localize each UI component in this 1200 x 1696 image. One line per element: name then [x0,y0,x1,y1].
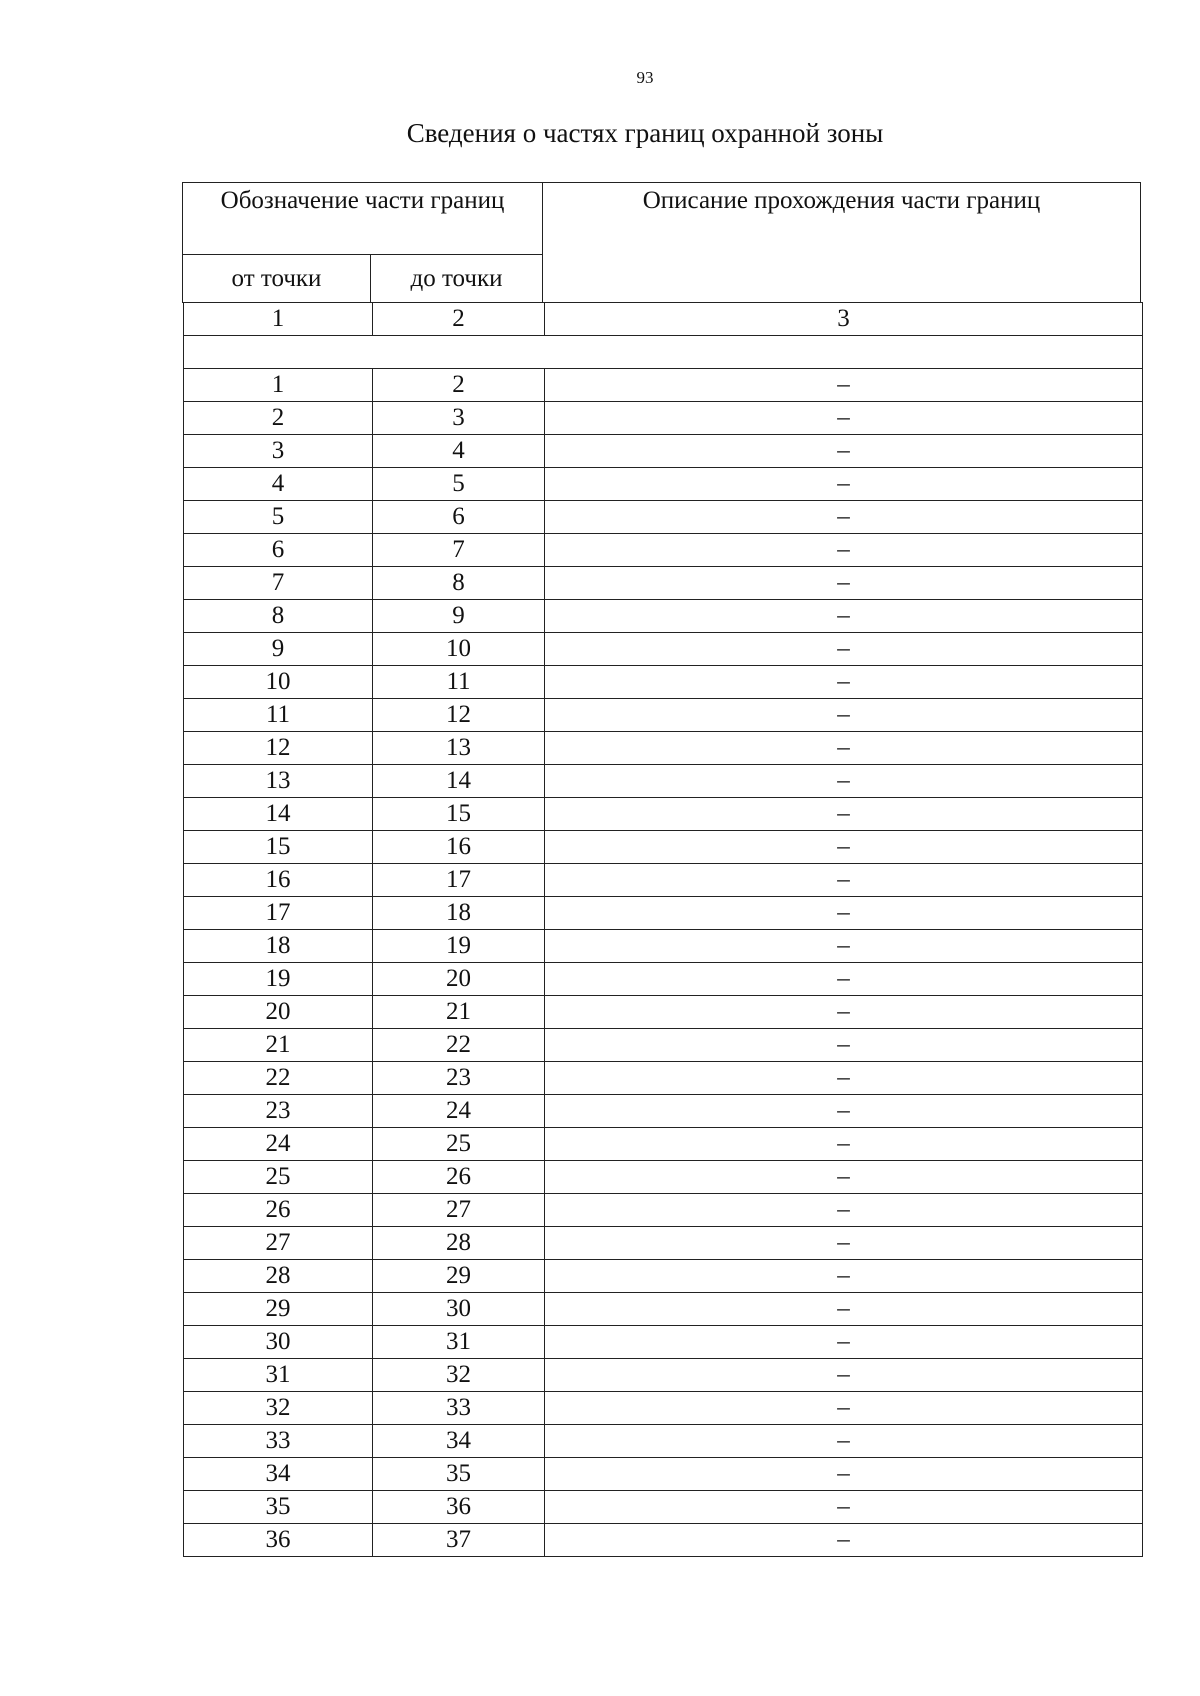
to-point-cell: 33 [373,1392,545,1425]
from-point-cell: 15 [184,831,373,864]
document-title: Сведения о частях границ охранной зоны [406,118,884,148]
from-point-cell: 23 [184,1095,373,1128]
description-cell: – [545,996,1143,1029]
table-row [184,996,1143,1029]
description-cell: – [545,1062,1143,1095]
from-point-cell: 34 [184,1458,373,1491]
description-cell: – [545,1260,1143,1293]
to-point-cell: 13 [373,732,545,765]
table-row [184,1095,1143,1128]
table-row [184,1524,1143,1557]
table-row [184,1194,1143,1227]
boundary-designation-header: Обозначение части границ [183,183,543,255]
to-point-cell: 4 [373,435,545,468]
from-point-cell: 2 [184,402,373,435]
to-point-cell: 25 [373,1128,545,1161]
description-cell: – [545,1359,1143,1392]
from-point-cell: 5 [184,501,373,534]
to-point-cell: 32 [373,1359,545,1392]
page-number: 93 [636,68,654,87]
table-row [184,1161,1143,1194]
from-point-cell: 4 [184,468,373,501]
to-point-cell: 10 [373,633,545,666]
from-point-cell: 10 [184,666,373,699]
table-row [184,468,1143,501]
description-cell: – [545,864,1143,897]
table-row [184,1260,1143,1293]
from-point-cell: 27 [184,1227,373,1260]
table-row [184,435,1143,468]
to-point-cell: 22 [373,1029,545,1062]
column-number: 2 [373,303,545,336]
description-cell: – [545,369,1143,402]
to-point-cell: 29 [373,1260,545,1293]
description-cell: – [545,501,1143,534]
to-point-cell: 24 [373,1095,545,1128]
table-row [184,864,1143,897]
table-row [184,1458,1143,1491]
description-cell: – [545,1491,1143,1524]
to-point-cell: 30 [373,1293,545,1326]
table-row [184,402,1143,435]
from-point-cell: 35 [184,1491,373,1524]
from-point-cell: 14 [184,798,373,831]
to-point-cell: 28 [373,1227,545,1260]
table-row [184,501,1143,534]
description-cell: – [545,1161,1143,1194]
to-point-cell: 16 [373,831,545,864]
description-cell: – [545,534,1143,567]
to-point-cell: 37 [373,1524,545,1557]
table-row [184,369,1143,402]
table-row [184,633,1143,666]
description-cell: – [545,600,1143,633]
from-point-cell: 31 [184,1359,373,1392]
from-point-cell: 32 [184,1392,373,1425]
from-point-cell: 19 [184,963,373,996]
to-point-cell: 18 [373,897,545,930]
description-cell: – [545,699,1143,732]
table-row [184,1293,1143,1326]
table-row [184,897,1143,930]
description-cell: – [545,765,1143,798]
description-cell: – [545,732,1143,765]
description-cell: – [545,468,1143,501]
description-cell: – [545,402,1143,435]
table-row [184,1491,1143,1524]
from-point-cell: 1 [184,369,373,402]
table-row [184,1392,1143,1425]
from-point-cell: 33 [184,1425,373,1458]
description-cell: – [545,1128,1143,1161]
to-point-cell: 3 [373,402,545,435]
from-point-cell: 7 [184,567,373,600]
boundary-table [183,302,1143,1557]
description-cell: – [545,1227,1143,1260]
table-row [184,1128,1143,1161]
from-point-cell: 13 [184,765,373,798]
to-point-cell: 19 [373,930,545,963]
boundary-description-header: Описание прохождения части границ [543,183,1141,303]
from-point-cell: 12 [184,732,373,765]
section-label [184,336,1143,369]
section-row [184,336,1143,369]
to-point-cell: 5 [373,468,545,501]
table-row [184,798,1143,831]
description-cell: – [545,1194,1143,1227]
description-cell: – [545,435,1143,468]
column-number: 3 [545,303,1143,336]
from-point-cell: 6 [184,534,373,567]
to-point-cell: 26 [373,1161,545,1194]
table-row [184,1227,1143,1260]
to-point-cell: 17 [373,864,545,897]
from-point-cell: 28 [184,1260,373,1293]
from-point-cell: 22 [184,1062,373,1095]
from-point-cell: 30 [184,1326,373,1359]
to-point-cell: 20 [373,963,545,996]
table-row [184,534,1143,567]
description-cell: – [545,798,1143,831]
table-row [184,1425,1143,1458]
to-point-cell: 7 [373,534,545,567]
from-point-cell: 11 [184,699,373,732]
table-row [184,1029,1143,1062]
to-point-cell: 36 [373,1491,545,1524]
description-cell: – [545,963,1143,996]
to-point-cell: 2 [373,369,545,402]
from-point-header: от точки [183,255,371,303]
to-point-cell: 31 [373,1326,545,1359]
boundary-table-header [182,182,1141,303]
to-point-cell: 15 [373,798,545,831]
column-number-row [184,303,1143,336]
table-row [184,1359,1143,1392]
from-point-cell: 20 [184,996,373,1029]
to-point-cell: 8 [373,567,545,600]
from-point-cell: 24 [184,1128,373,1161]
to-point-cell: 35 [373,1458,545,1491]
to-point-cell: 9 [373,600,545,633]
from-point-cell: 9 [184,633,373,666]
description-cell: – [545,831,1143,864]
to-point-cell: 6 [373,501,545,534]
table-row [184,1326,1143,1359]
description-cell: – [545,930,1143,963]
description-cell: – [545,1524,1143,1557]
from-point-cell: 25 [184,1161,373,1194]
from-point-cell: 16 [184,864,373,897]
to-point-cell: 27 [373,1194,545,1227]
table-row [184,732,1143,765]
to-point-cell: 11 [373,666,545,699]
description-cell: – [545,1095,1143,1128]
table-row [184,1062,1143,1095]
description-cell: – [545,1458,1143,1491]
description-cell: – [545,567,1143,600]
description-cell: – [545,1326,1143,1359]
to-point-cell: 23 [373,1062,545,1095]
from-point-cell: 3 [184,435,373,468]
description-cell: – [545,666,1143,699]
table-row [184,666,1143,699]
from-point-cell: 18 [184,930,373,963]
to-point-cell: 14 [373,765,545,798]
table-row [184,600,1143,633]
description-cell: – [545,1425,1143,1458]
description-cell: – [545,1392,1143,1425]
to-point-cell: 12 [373,699,545,732]
from-point-cell: 8 [184,600,373,633]
description-cell: – [545,633,1143,666]
description-cell: – [545,1293,1143,1326]
from-point-cell: 21 [184,1029,373,1062]
description-cell: – [545,897,1143,930]
to-point-header: до точки [371,255,543,303]
to-point-cell: 21 [373,996,545,1029]
column-number: 1 [184,303,373,336]
table-row [184,699,1143,732]
description-cell: – [545,1029,1143,1062]
from-point-cell: 17 [184,897,373,930]
table-row [184,930,1143,963]
from-point-cell: 26 [184,1194,373,1227]
from-point-cell: 36 [184,1524,373,1557]
table-row [184,963,1143,996]
table-row [184,567,1143,600]
to-point-cell: 34 [373,1425,545,1458]
table-row [184,765,1143,798]
from-point-cell: 29 [184,1293,373,1326]
table-row [184,831,1143,864]
